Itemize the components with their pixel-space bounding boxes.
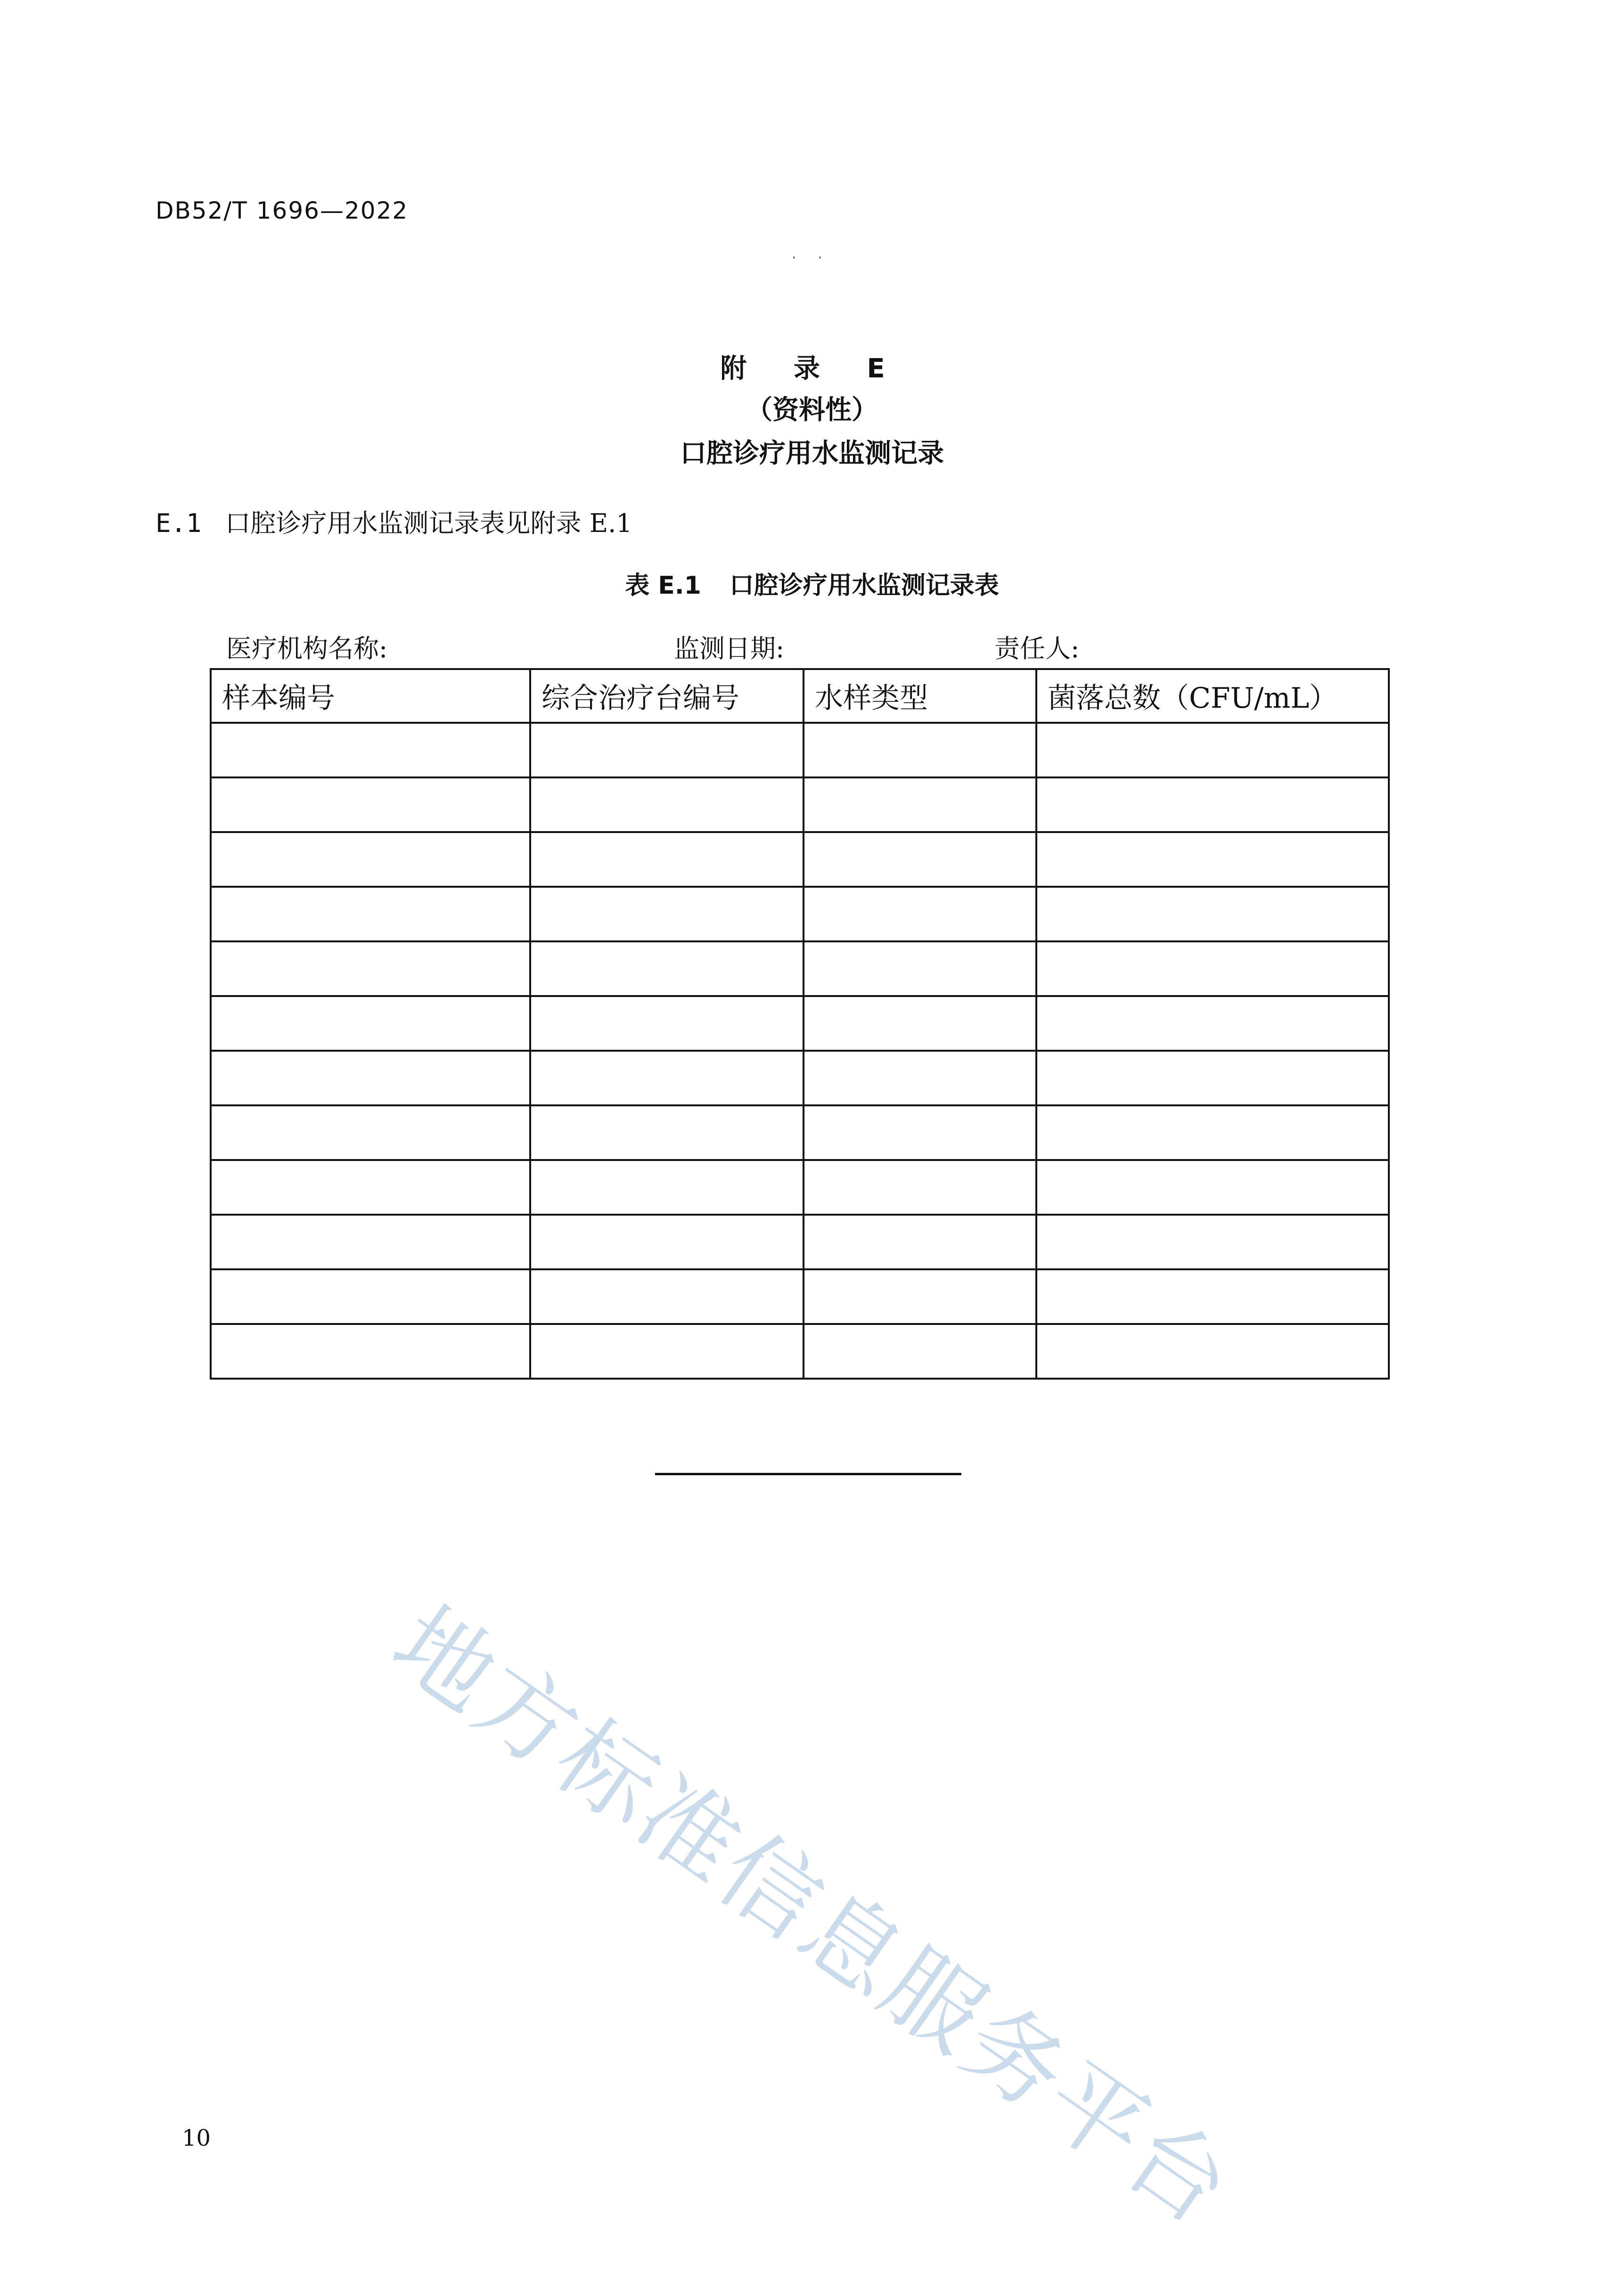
table-cell	[804, 777, 1036, 832]
table-cell	[211, 1160, 530, 1215]
table-cell	[1036, 1215, 1389, 1269]
page-number: 10	[182, 2125, 211, 2151]
table-cell	[530, 723, 804, 777]
responsible-label: 责任人:	[994, 634, 1080, 663]
table-row	[211, 996, 1389, 1051]
clause-text: 口腔诊疗用水监测记录表见附录 E.1	[225, 508, 632, 538]
table-cell	[211, 1051, 530, 1105]
appendix-nature: （资料性）	[746, 395, 878, 425]
table-cell	[530, 1324, 804, 1379]
standard-code: DB52/T 1696—2022	[156, 197, 409, 224]
table-row	[211, 1215, 1389, 1269]
table-cell	[530, 1105, 804, 1160]
table-cell	[530, 941, 804, 996]
table-cell	[804, 996, 1036, 1051]
table-cell	[1036, 1160, 1389, 1215]
table-row	[211, 777, 1389, 832]
header-marks: · ·	[792, 250, 831, 266]
table-cell	[211, 1269, 530, 1324]
table-cell	[1036, 777, 1389, 832]
table-cell	[1036, 1324, 1389, 1379]
table-cell	[804, 941, 1036, 996]
table-row	[211, 1051, 1389, 1105]
table-cell	[1036, 996, 1389, 1051]
table-cell	[530, 887, 804, 941]
table-cell	[530, 1051, 804, 1105]
appendix-name: 口腔诊疗用水监测记录	[680, 438, 944, 469]
table-cell	[530, 1215, 804, 1269]
table-cell	[1036, 1051, 1389, 1105]
table-header-row	[211, 669, 1389, 723]
table-caption-number: 表 E.1	[625, 572, 701, 600]
institution-label: 医疗机构名称:	[226, 634, 388, 663]
table-row	[211, 723, 1389, 777]
table-cell	[804, 1269, 1036, 1324]
table-cell	[804, 887, 1036, 941]
clause-number: E.1	[156, 508, 202, 538]
watermark: 地方标准信息服务平台	[373, 1585, 1252, 2248]
table-cell	[1036, 832, 1389, 887]
table-cell	[1036, 1269, 1389, 1324]
column-header-colony-count: 菌落总数（CFU/mL）	[1036, 669, 1389, 723]
table-cell	[530, 1160, 804, 1215]
table-cell	[211, 1215, 530, 1269]
table-cell	[804, 723, 1036, 777]
table-cell	[530, 832, 804, 887]
table-cell	[211, 723, 530, 777]
end-rule	[655, 1473, 961, 1475]
table-cell	[1036, 723, 1389, 777]
column-header-unit-id: 综合治疗台编号	[530, 669, 804, 723]
table-row	[211, 832, 1389, 887]
table-cell	[804, 1051, 1036, 1105]
table-cell	[530, 996, 804, 1051]
table-cell	[211, 777, 530, 832]
table-cell	[804, 1105, 1036, 1160]
table-cell	[804, 1160, 1036, 1215]
table-row	[211, 1160, 1389, 1215]
date-label: 监测日期:	[674, 634, 785, 663]
table-cell	[804, 832, 1036, 887]
table-cell	[211, 941, 530, 996]
table-cell	[211, 1105, 530, 1160]
table-cell	[211, 887, 530, 941]
table-row	[211, 1269, 1389, 1324]
table-cell	[530, 777, 804, 832]
table-caption-title: 口腔诊疗用水监测记录表	[729, 572, 999, 600]
appendix-title: 附 录 E	[720, 353, 904, 384]
table-cell	[1036, 887, 1389, 941]
table-cell	[211, 996, 530, 1051]
table-cell	[804, 1324, 1036, 1379]
monitoring-record-table	[210, 668, 1390, 1380]
table-cell	[1036, 1105, 1389, 1160]
table-row	[211, 1105, 1389, 1160]
table-row	[211, 941, 1389, 996]
table-cell	[804, 1215, 1036, 1269]
column-header-water-type: 水样类型	[804, 669, 1036, 723]
table-cell	[1036, 941, 1389, 996]
table-row	[211, 887, 1389, 941]
clause-e1	[156, 503, 632, 539]
column-header-sample-id: 样本编号	[211, 669, 530, 723]
table-caption	[0, 565, 1624, 601]
table-cell	[211, 1324, 530, 1379]
table-cell	[530, 1269, 804, 1324]
table-row	[211, 1324, 1389, 1379]
table-cell	[211, 832, 530, 887]
